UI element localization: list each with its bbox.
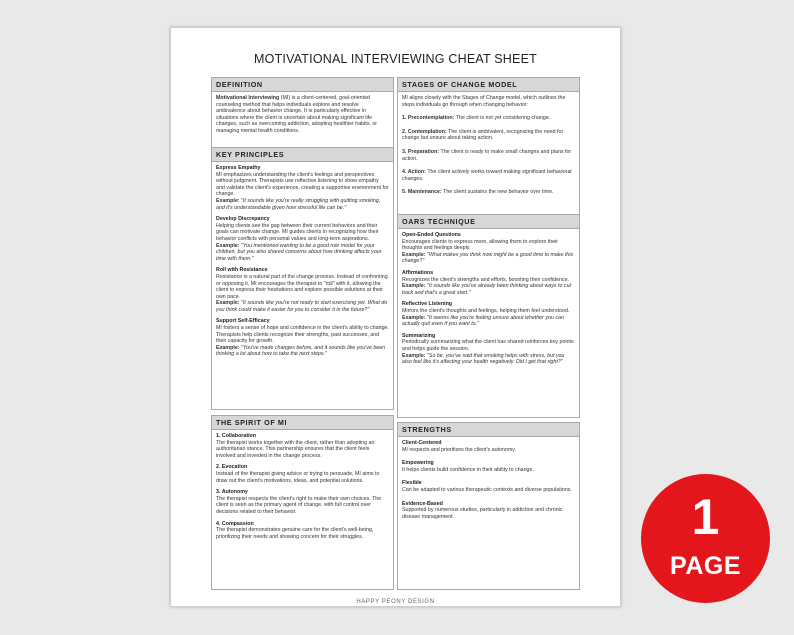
principle-example: Example: "You mentioned wanting to be a good role model for your children, but you also shared concerns about how drinking affects your time with them." — [216, 242, 382, 262]
strength-title: Evidence-Based — [402, 500, 443, 507]
oars-text: Encourages clients to express more, allowing them to explore their thoughts and feelings deeply. — [402, 238, 559, 252]
principle-text: Helping clients see the gap between their current behaviors and their goals can motivate change. MI guides clients in recognizing how their behavior conflicts with personal values and long-term aspirations. — [216, 222, 379, 242]
spirit-title: 2. Evocation — [216, 464, 248, 471]
definition-term: Motivational Interviewing — [216, 95, 280, 101]
strength-title: Client-Centered — [402, 440, 442, 446]
oars-text: Mirrors the client's thoughts and feelings, helping them feel understood. — [402, 307, 570, 314]
strength-item — [402, 501, 575, 521]
spirit-item — [216, 489, 389, 515]
oars-item — [402, 270, 575, 296]
oars-example: Example: "It sounds like you've already been thinking about ways to cut back and that's a great start." — [402, 283, 571, 296]
spirit-heading: THE SPIRIT OF MI — [212, 416, 393, 430]
strength-text: It helps clients build confidence in their ability to change. — [402, 466, 534, 473]
oars-title: Affirmations — [402, 269, 434, 276]
strength-title: Empowering — [402, 460, 434, 467]
oars-item — [402, 301, 575, 327]
principle-example: Example: "It sounds like you're really struggling with quitting smoking, and it's understandable given how stressful life can be." — [216, 197, 381, 211]
strengths-heading: STRENGTHS — [398, 423, 579, 437]
spirit-text: The therapist respects the client's right to make their own choices. The client is seen as the primary agent of change, with full control over decisions related to their behavior. — [216, 495, 382, 515]
oars-text: Recognizes the client's strengths and efforts, boosting their confidence. — [402, 276, 569, 283]
principle-title: Support Self-Efficacy — [216, 318, 270, 325]
oars-item — [402, 333, 575, 366]
oars-example: Example: "So far, you've said that smoking helps with stress, but you also feel like it's affecting your health negatively. Did I get that right?" — [402, 352, 565, 366]
stage-item: 2. Contemplation: The client is ambivalent, recognizing the need for change but unsure about taking action. — [402, 128, 564, 142]
principle-item — [216, 216, 389, 262]
principle-text: Resistance is a natural part of the change process. Instead of confronting or opposing it, MI encourages the therapist to "roll" with it, allowing the client to express their hesitations and explore possible solutions at their own pace. — [216, 273, 388, 300]
spirit-text: The therapist demonstrates genuine care for the client's well-being, prioritizing their needs and showing concern for their struggles. — [216, 527, 374, 540]
badge-word: PAGE — [670, 552, 741, 580]
stages-heading: STAGES OF CHANGE MODEL — [398, 78, 579, 92]
stages-intro: MI aligns closely with the Stages of Change model, which outlines the steps individuals go through when changing behavior: — [402, 95, 566, 108]
key-principles-box — [211, 147, 394, 410]
stage-item: 5. Maintenance: The client sustains the new behavior over time. — [402, 189, 554, 196]
principle-item — [216, 165, 389, 211]
key-principles-heading: KEY PRINCIPLES — [212, 148, 393, 162]
oars-title: Reflective Listening — [402, 301, 453, 308]
principle-item — [216, 318, 389, 358]
spirit-item — [216, 521, 389, 541]
principle-text: MI fosters a sense of hope and confidence in the client's ability to change. Therapists help clients recognize their strengths, past successes, and their capacity for growth. — [216, 325, 389, 345]
strength-item — [402, 480, 575, 493]
definition-heading: DEFINITION — [212, 78, 393, 92]
spirit-text: Instead of the therapist giving advice or trying to persuade, MI aims to draw out the client's motivations, ideas, and potential solutions. — [216, 470, 380, 484]
principle-title: Roll with Resistance — [216, 267, 268, 274]
strength-text: MI respects and prioritizes the client's autonomy. — [402, 446, 516, 453]
strength-item — [402, 440, 575, 453]
oars-example: Example: "It seems like you're feeling unsure about whether you can actually quit even if you want to." — [402, 314, 564, 328]
strengths-box — [397, 422, 580, 590]
stage-item: 4. Action: The client actively works toward making significant behavioral changes. — [402, 169, 572, 182]
strength-title: Flexible — [402, 480, 422, 487]
spirit-box — [211, 415, 394, 590]
spirit-title: 3. Autonomy — [216, 489, 248, 496]
page-title: MOTIVATIONAL INTERVIEWING CHEAT SHEET — [254, 52, 537, 66]
principle-example: Example: "It sounds like you're not ready to start exercising yet. What do you think could make it easier for you to consider it in the future?" — [216, 300, 388, 313]
principle-title: Express Empathy — [216, 165, 261, 171]
definition-text: Motivational Interviewing (MI) is a client-centered, goal-oriented counseling method that helps individuals explore and resolve ambivalence about behavior change. It is particularly effective in situations where the client is uncertain about making significant life changes, such as overcoming addiction, adopting healthier habits, or managing mental health conditions. — [216, 95, 378, 134]
strength-text: Supported by numerous studies, particularly in addiction and chronic disease management. — [402, 507, 563, 520]
spirit-title: 4. Compassion — [216, 520, 254, 527]
oars-heading: OARS TECHNIQUE — [398, 215, 579, 229]
badge-number: 1 — [691, 489, 720, 545]
oars-item — [402, 232, 575, 265]
principle-text: MI emphasizes understanding the client's feelings and perspectives without judgment. Therapists use reflective listening to show empathy and validate the client's experience, creating a supportive environment for change. — [216, 171, 389, 198]
principle-example: Example: "You've made changes before, and it sounds like you've been thinking a lot about how to take the next steps." — [216, 344, 386, 358]
strength-item — [402, 460, 575, 473]
principle-title: Develop Discrepancy — [216, 216, 270, 223]
oars-title: Open-Ended Questions — [402, 232, 461, 238]
page-footer: HAPPY PEONY DESIGN — [356, 599, 435, 605]
page-count-badge — [641, 474, 770, 603]
strength-text: Can be adapted to various therapeutic contexts and diverse populations. — [402, 486, 572, 493]
spirit-text: The therapist works together with the client, rather than adopting an authoritarian stance. This partnership ensures that the client feels involved and invested in the change process. — [216, 439, 375, 459]
oars-example: Example: "What makes you think now might be a good time to make this change?" — [402, 251, 574, 265]
oars-text: Periodically summarizing what the client has shared reinforces key points and helps guide the session. — [402, 339, 574, 352]
stage-item: 3. Preparation: The client is ready to make small changes and plans for action. — [402, 148, 572, 162]
stage-item: 1. Precontemplation: The client is not yet considering change. — [402, 115, 551, 122]
principle-item — [216, 267, 389, 313]
spirit-item — [216, 464, 389, 484]
oars-title: Summarizing — [402, 332, 436, 339]
spirit-title: 1. Collaboration — [216, 433, 257, 439]
spirit-item — [216, 433, 389, 459]
oars-box — [397, 214, 580, 418]
cheat-sheet-page — [170, 27, 621, 607]
